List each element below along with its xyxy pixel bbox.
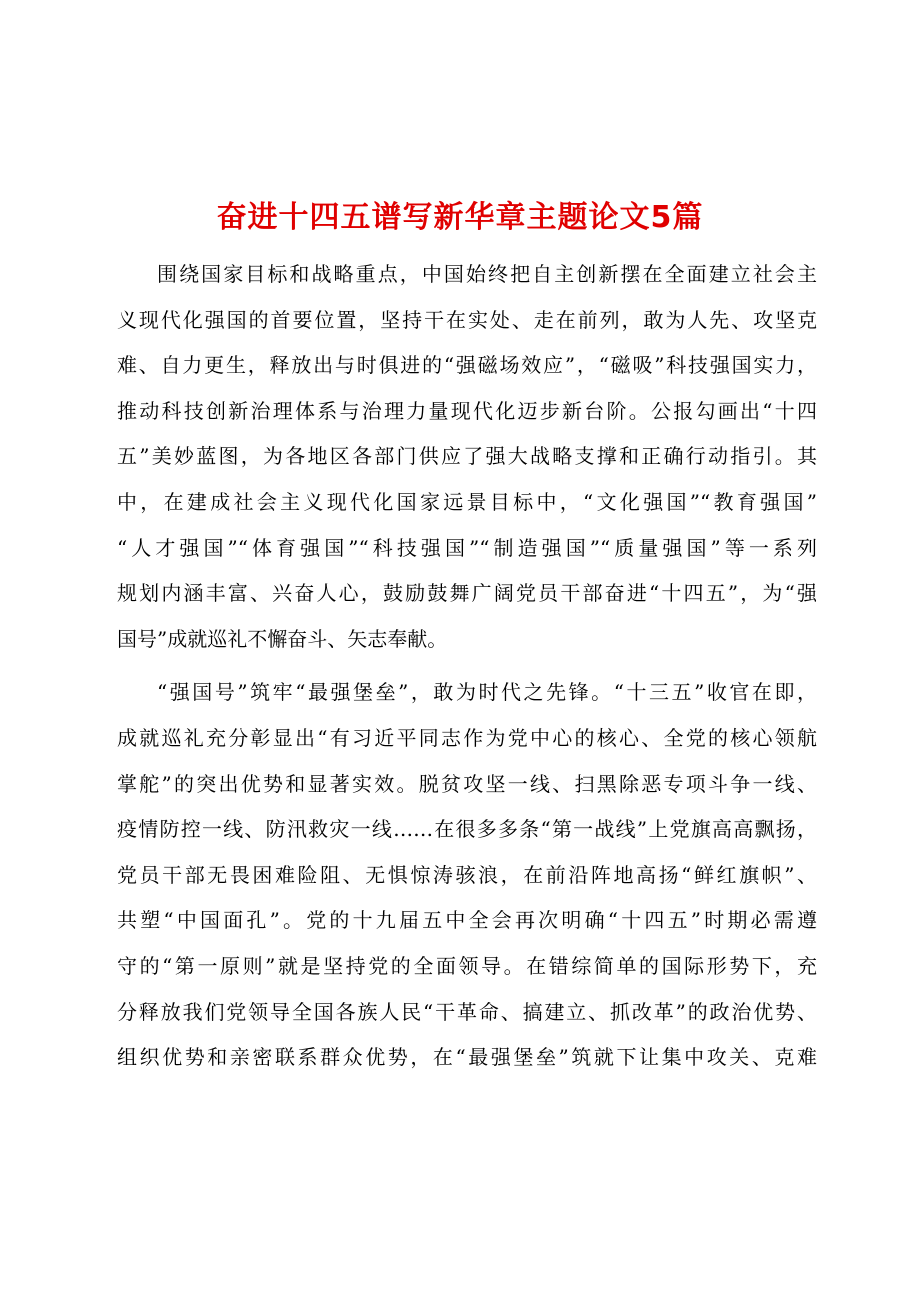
- text-line: 守的“第一原则”就是坚持党的全面领导。在错综简单的国际形势下，充: [117, 953, 817, 978]
- paragraph-spacer: [117, 662, 817, 670]
- text-line: “强国号”筑牢“最强堡垒”，敢为时代之先锋。“十三五”收官在即，: [157, 680, 817, 705]
- text-line: “人才强国”“体育强国”“科技强国”“制造强国”“质量强国”等一系列: [117, 535, 817, 560]
- text-line: 共塑“中国面孔”。党的十九届五中全会再次明确“十四五”时期必需遵: [117, 908, 817, 933]
- text-line: 围绕国家目标和战略重点，中国始终把自主创新摆在全面建立社会主: [157, 262, 817, 286]
- text-line: 义现代化强国的首要位置，坚持干在实处、走在前列，敢为人先、攻坚克: [117, 307, 817, 332]
- document-title: 奋进十四五谱写新华章主题论文5篇: [216, 200, 704, 235]
- text-line: 党员干部无畏困难险阻、无惧惊涛骇浪，在前沿阵地高扬“鲜红旗帜”、: [117, 862, 817, 887]
- text-line: 分释放我们党领导全国各族人民“干革命、搞建立、抓改革”的政治优势、: [117, 999, 817, 1024]
- text-line: 成就巡礼充分彰显出“有习近平同志作为党中心的核心、全党的核心领航: [117, 725, 817, 750]
- text-line: 规划内涵丰富、兴奋人心，鼓励鼓舞广阔党员干部奋进“十四五”，为“强: [117, 581, 817, 606]
- text-line: 国号”成就巡礼不懈奋斗、矢志奉献。: [117, 626, 448, 651]
- text-line: 组织优势和亲密联系群众优势，在“最强堡垒”筑就下让集中攻关、克难: [117, 1045, 817, 1070]
- text-line: 五”美妙蓝图，为各地区各部门供应了强大战略支撑和正确行动指引。其: [117, 444, 817, 469]
- text-line: 掌舵”的突出优势和显著实效。脱贫攻坚一线、扫黑除恶专项斗争一线、: [117, 771, 817, 796]
- text-line: 难、自力更生，释放出与时俱进的“强磁场效应”，“磁吸”科技强国实力，: [117, 353, 817, 378]
- text-line: 中，在建成社会主义现代化国家远景目标中，“文化强国”“教育强国”: [117, 489, 817, 514]
- paragraph-1: [117, 252, 817, 662]
- text-line: 推动科技创新治理体系与治理力量现代化迈步新台阶。公报勾画出“十四: [117, 398, 817, 423]
- document-body: [117, 252, 817, 1081]
- paragraph-2: [117, 670, 817, 1080]
- text-line: 疫情防控一线、防汛救灾一线……在很多多条“第一战线”上党旗高高飘扬，: [117, 817, 817, 842]
